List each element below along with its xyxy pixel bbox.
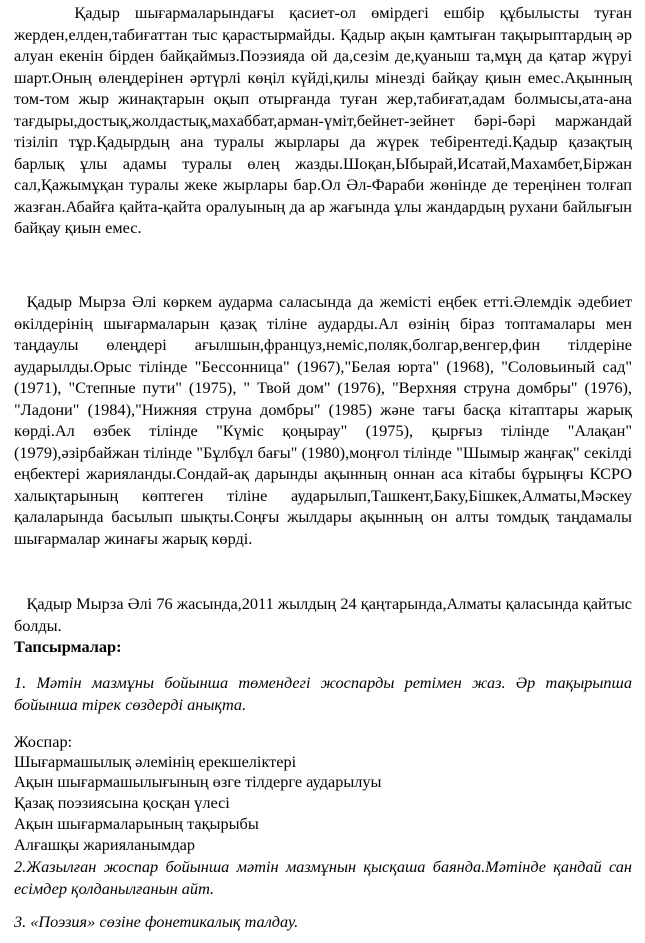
plan-item: Алғашқы жарияланымдар bbox=[14, 835, 196, 854]
task-2: 2.Жазылған жоспар бойынша мәтін мазмұнын қысқаша баянда.Мәтінде қандай сан есімдер қолданылғанын айт. bbox=[14, 857, 632, 898]
paragraph-poetry-themes: Қадыр шығармаларындағы қасиет-ол өмірдегі ешбір құбылысты туған жерден,елден,табиғаттан тыс қарастырмайды. Қадыр ақын қамтыған тақырыптардың әр алуан екенін бірден байқаймыз.Поэзияда ой да,сезім де,қуаныш та,мұң да қатар жүруі шарт.Оның өлеңдерінен әртүрлі көңіл күйді,қилы мінезді байқау қиын емес.Ақынның том-том жыр жинақтарын оқып отырғанда туған жер,табиғат,адам болмысы,ата-ана тағдыры,достық,жолдастық,махаббат,арман-үміт,бейнет-зейнет бәрі-бәрі маржандай тізіліп тұр.Қадырдың ана туралы жырлары да жүрек тебірентеді.Қадыр қазақтың барлық ұлы адамы туралы өлең жазды.Шоқан,Ыбырай,Исатай,Махамбет,Біржан сал,Қажымұқан туралы жеке жырлары бар.Ол Әл-Фараби жөнінде де тереңінен толғап жазған.Абайға қайта-қайта оралуының да ар жағында ұлы жандардың рухани байлығын байқау қиын емес. bbox=[14, 3, 632, 237]
plan-heading: Жоспар: bbox=[14, 732, 73, 751]
plan-item: Қазақ поэзиясына қосқан үлесі bbox=[14, 793, 230, 812]
paragraph-translations: Қадыр Мырза Әлі көркем аударма саласында да жемісті еңбек етті.Әлемдік әдебиет өкілдерінің шығармаларын қазақ тіліне аударды.Ал өзінің біраз топтамалары мен таңдаулы өлеңдері ағылшын,француз,неміс,поляк,болгар,венгер,фин тілдеріне аударылды.Орыс тілінде "Бессонница" (1967),"Белая юрта" (1968), "Соловьиный сад" (1971), "Степные пути" (1975), " Твой дом" (1976), "Верхняя струна домбры" (1976), "Ладони" (1984),"Нижняя струна домбры" (1985) және тағы басқа кітаптары жарық көрді.Ал өзбек тілінде "Күміс қоңырау" (1975), қырғыз тілінде "Алақан" (1979),әзірбайжан тілінде "Бұлбұл бағы" (1980),моңғол тілінде "Шымыр жаңғақ" секілді еңбектері жарияланды.Сондай-ақ дарынды ақынның оннан аса кітабы бұрыңғы КСРО халықтарының көптеген тіліне аударылып,Ташкент,Баку,Бішкек,Алматы,Мәскеу қалаларында басылып шықты.Соңғы жылдары ақынның он алты томдық таңдамалы шығармалар жинағы жарық көрді. bbox=[14, 292, 632, 548]
plan-item: Ақын шығармаларының тақырыбы bbox=[14, 814, 259, 833]
plan-item: Ақын шығармашылығының өзге тілдерге аударылуы bbox=[14, 772, 382, 791]
tasks-heading: Тапсырмалар: bbox=[14, 637, 122, 656]
plan-item: Шығармашылық әлемінің ерекшеліктері bbox=[14, 752, 297, 771]
task-1: 1. Мәтін мазмұны бойынша төмендегі жоспарды ретімен жаз. Әр тақырыпша бойынша тірек сөздерді анықта. bbox=[14, 673, 632, 714]
paragraph-death: Қадыр Мырза Әлі 76 жасында,2011 жылдың 24 қаңтарында,Алматы қаласында қайтыс болды. bbox=[14, 594, 632, 635]
task-3: 3. «Поэзия» сөзіне фонетикалық талдау. bbox=[14, 912, 299, 931]
